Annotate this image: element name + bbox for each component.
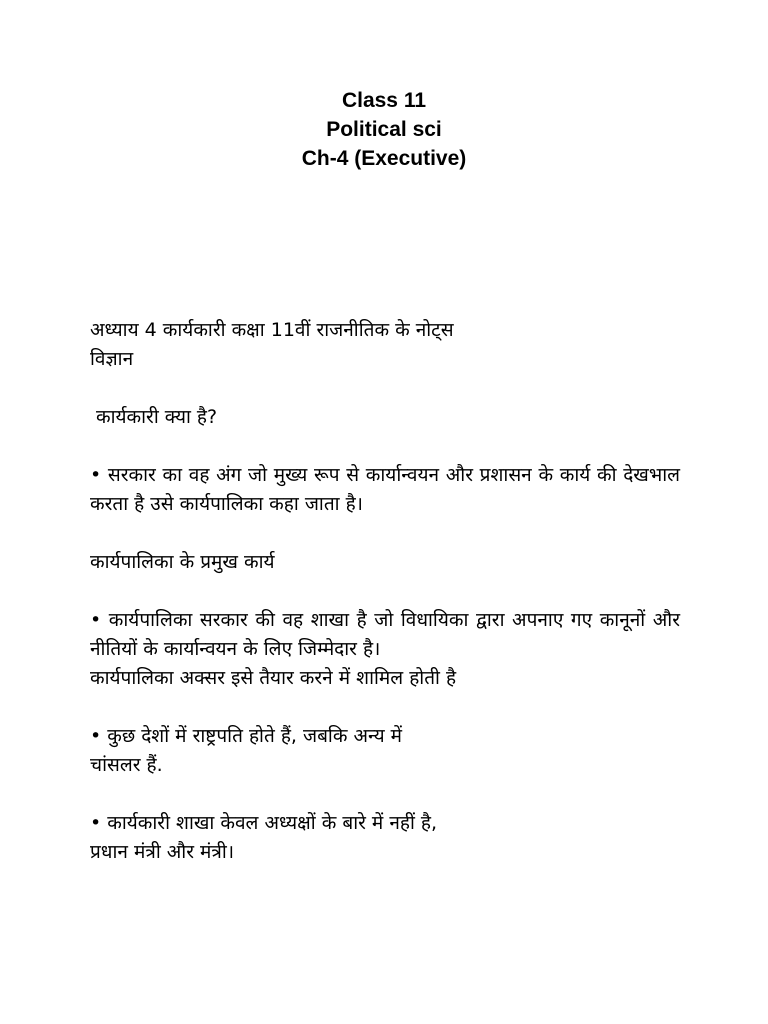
- bullet-executive-branch: • कार्यपालिका सरकार की वह शाखा है जो विधायिका द्वारा अपनाए गए कानूनों और नीतियों के कार्यान्वयन के लिए जिम्मेदार है।: [90, 609, 680, 660]
- intro-line-2: विज्ञान: [90, 348, 134, 370]
- title-chapter: Ch-4 (Executive): [301, 147, 467, 170]
- bullet-presidents-line-2: चांसलर हैं.: [90, 754, 163, 776]
- question-heading: कार्यकारी क्या है?: [96, 406, 218, 428]
- document-body: [90, 316, 680, 867]
- bullet-ministers-line-2: प्रधान मंत्री और मंत्री।: [90, 841, 235, 863]
- document-title-block: [0, 86, 768, 173]
- intro-line-1: अध्याय 4 कार्यकारी कक्षा 11वीं राजनीतिक के नोट्स: [90, 319, 454, 341]
- section-heading: कार्यपालिका के प्रमुख कार्य: [90, 551, 275, 573]
- bullet-definition: • सरकार का वह अंग जो मुख्य रूप से कार्यान्वयन और प्रशासन के कार्य की देखभाल करता है उसे कार्यपालिका कहा जाता है।: [90, 464, 680, 515]
- bullet-presidents-line-1: • कुछ देशों में राष्ट्रपति होते हैं, जबकि अन्य में: [90, 725, 403, 747]
- bullet-executive-branch-cont: कार्यपालिका अक्सर इसे तैयार करने में शामिल होती है: [90, 667, 457, 689]
- title-subject: Political sci: [326, 118, 442, 141]
- title-class: Class 11: [341, 89, 427, 112]
- bullet-ministers-line-1: • कार्यकारी शाखा केवल अध्यक्षों के बारे में नहीं है,: [90, 812, 438, 834]
